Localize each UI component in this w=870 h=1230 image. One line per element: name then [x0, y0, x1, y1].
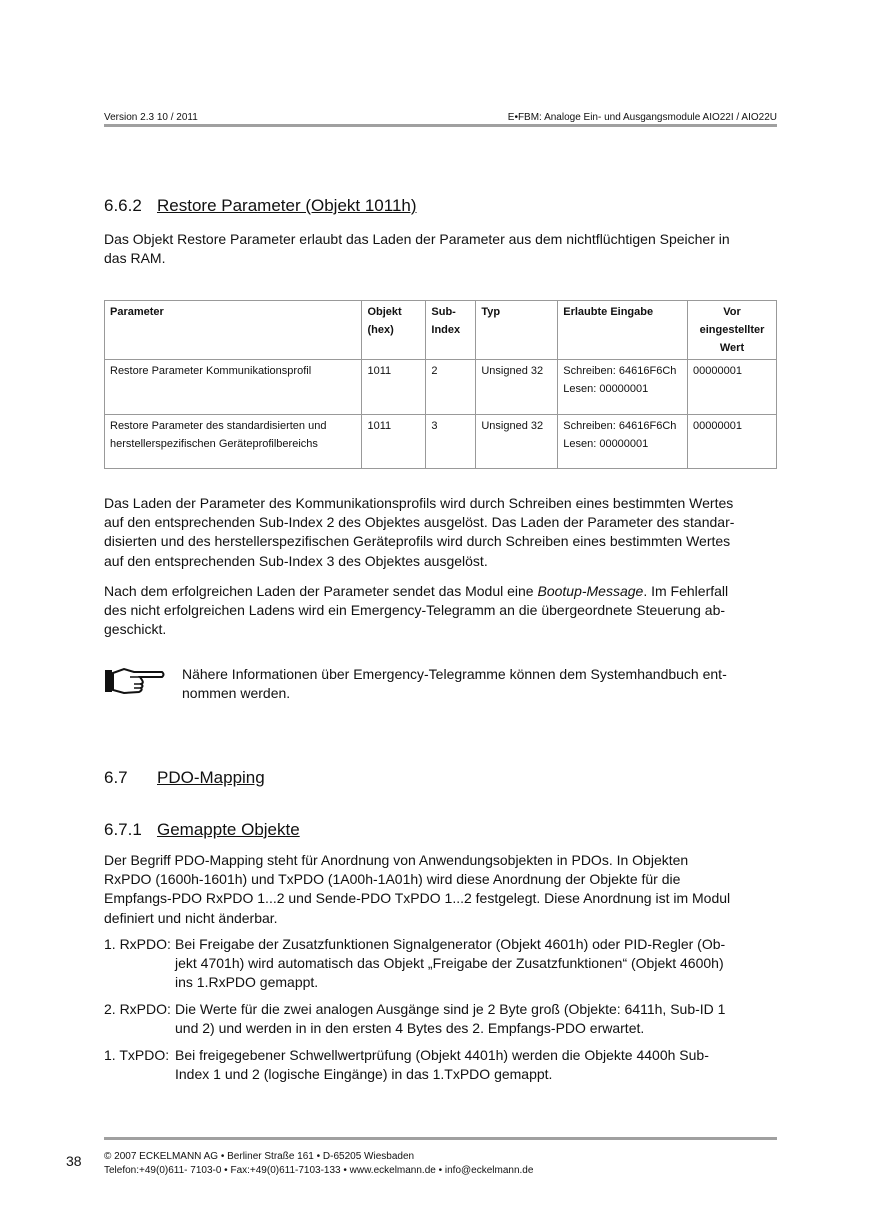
section-heading-6-6-2: 6.6.2 Restore Parameter (Objekt 1011h): [104, 196, 417, 215]
parameter-table: [104, 300, 777, 469]
footer-address: © 2007 ECKELMANN AG • Berliner Straße 161 • D-65205 Wiesbaden Telefon:+49(0)611- 7103-0 • Fax:+49(0)611-7103-133 • www.eckelmann.de • info@eckelmann.de: [104, 1151, 534, 1176]
table-header-row: Parameter Objekt (hex) Sub- Index Typ Erlaubte Eingabe Vor eingestellter Wert: [105, 301, 777, 360]
header-version: Version 2.3 10 / 2011: [104, 112, 198, 123]
paragraph-pdo-mapping: Der Begriff PDO-Mapping steht für Anordnung von Anwendungsobjekten in PDOs. In Objekten RxPDO (1600h-1601h) und TxPDO (1A00h-1A01h) wird diese Anordnung der Objekte für die Empfangs-PDO RxPDO 1...2 und Sende-PDO TxPDO 1...2 festgelegt. Diese Anordnung ist im Modul definiert und nicht änderbar.: [104, 852, 731, 926]
section-heading-6-7-1: 6.7.1 Gemappte Objekte: [104, 820, 300, 839]
intro-paragraph: Das Objekt Restore Parameter erlaubt das Laden der Parameter aus dem nichtflüchtigen Speicher in das RAM.: [104, 231, 730, 267]
header-title: E•FBM: Analoge Ein- und Ausgangsmodule AIO22I / AIO22U: [507, 112, 777, 123]
note-text: Nähere Informationen über Emergency-Telegramme können dem Systemhandbuch ent- nommen werden.: [182, 666, 727, 702]
table-row: Restore Parameter des standardisierten und herstellerspezifischen Geräteprofilbereichs 1011 3 Unsigned 32 Schreiben: 64616F6Ch Lesen: 00000001 00000001: [105, 415, 777, 469]
paragraph-loading: Das Laden der Parameter des Kommunikationsprofils wird durch Schreiben eines bestimmten Wertes auf den entsprechenden Sub-Index 2 des Objektes ausgelöst. Das Laden der Parameter des standar- disierten und des herstellerspezifischen Geräteprofils wird durch Schreiben eines bestimmten Wertes auf den entsprechenden Sub-Index 3 des Objektes ausgelöst.: [104, 495, 735, 569]
pointing-hand-icon: [104, 665, 166, 697]
section-heading-6-7: 6.7 PDO-Mapping: [104, 768, 265, 787]
header-rule: [104, 124, 777, 127]
page-number: 38: [66, 1153, 82, 1169]
paragraph-bootup: Nach dem erfolgreichen Laden der Parameter sendet das Modul eine Bootup-Message. Im Fehlerfall des nicht erfolgreichen Ladens wird ein Emergency-Telegramm an die übergeordnete Steuerung ab- geschickt.: [104, 583, 729, 638]
footer-rule: [104, 1137, 777, 1140]
document-page: Version 2.3 10 / 2011 E•FBM: Analoge Ein- und Ausgangsmodule AIO22I / AIO22U 6.6.2 Restore Parameter (Objekt 1011h) Das Objekt Restore Parameter erlaubt das Laden der Parameter aus dem nichtflüchtigen Speicher in das RAM. Parameter Objekt (hex) Sub- Index Typ Erlaubte Eingabe Vor eingestellter Wert Restore Parameter Kommunikationsprofil 1011 2 Unsigned 32 Schreiben: 64616F6Ch Lesen: 00000001 00000001 Restore Parameter des standardisierten und herstellerspezifischen Geräteprofilbereichs 1011 3 Unsigned 32 Schreiben: 64616F6Ch Lesen: 00000001 00000001 Das Laden der Parameter des Kommunikationsprofils wird durch Schreiben eines bestimmten Wertes auf den entsprechenden Sub-Index 2 des Objektes ausgelöst. Das Laden der Parameter des standar- disierten und des herstellerspezifischen Geräteprofils wird durch Schreiben eines bestimmten Wertes auf den entsprechenden Sub-Index 3 des Objektes ausgelöst. Nach dem erfolgreichen Laden der Parameter sendet das Modul eine Bootup-Message. Im Fehlerfall des nicht erfolgreichen Ladens wird ein Emergency-Telegramm an die übergeordnete Steuerung ab- geschickt. Nähere Informationen über Emergency-Telegramme können dem Systemhandbuch ent- nommen werden. 6.7 PDO-Mapping 6.7.1 Gemappte Objekte Der Begriff PDO-Mapping steht für Anordnung von Anwendungsobjekten in PDOs. In Objekten RxPDO (1600h-1601h) und TxPDO (1A00h-1A01h) wird diese Anordnung der Objekte für die Empfangs-PDO RxPDO 1...2 und Sende-PDO TxPDO 1...2 festgelegt. Diese Anordnung ist im Modul definiert und nicht änderbar. 1. RxPDO: Bei Freigabe der Zusatzfunktionen Signalgenerator (Objekt 4601h) oder PID-Regler (Ob- jekt 4701h) wird automatisch das Objekt „Freigabe der Zusatzfunktionen“ (Objekt 4600h) ins 1.RxPDO gemappt. 2. RxPDO: Die Werte für die zwei analogen Ausgänge sind je 2 Byte groß (Objekte: 6411h, Sub-ID 1 und 2) und werden in in den ersten 4 Bytes des 2. Empfangs-PDO erwartet. 1. TxPDO: Bei freigegebener Schwellwertprüfung (Objekt 4401h) werden die Objekte 4400h Sub- Index 1 und 2 (logische Eingänge) in das 1.TxPDO gemappt. 38 © 2007 ECKELMANN AG • Berliner Straße 161 • D-65205 Wiesbaden Telefon:+49(0)611- 7103-0 • Fax:+49(0)611-7103-133 • www.eckelmann.de • info@eckelmann.de: [0, 0, 870, 1230]
table-row: Restore Parameter Kommunikationsprofil 1011 2 Unsigned 32 Schreiben: 64616F6Ch Lesen: 00000001 00000001: [105, 360, 777, 415]
